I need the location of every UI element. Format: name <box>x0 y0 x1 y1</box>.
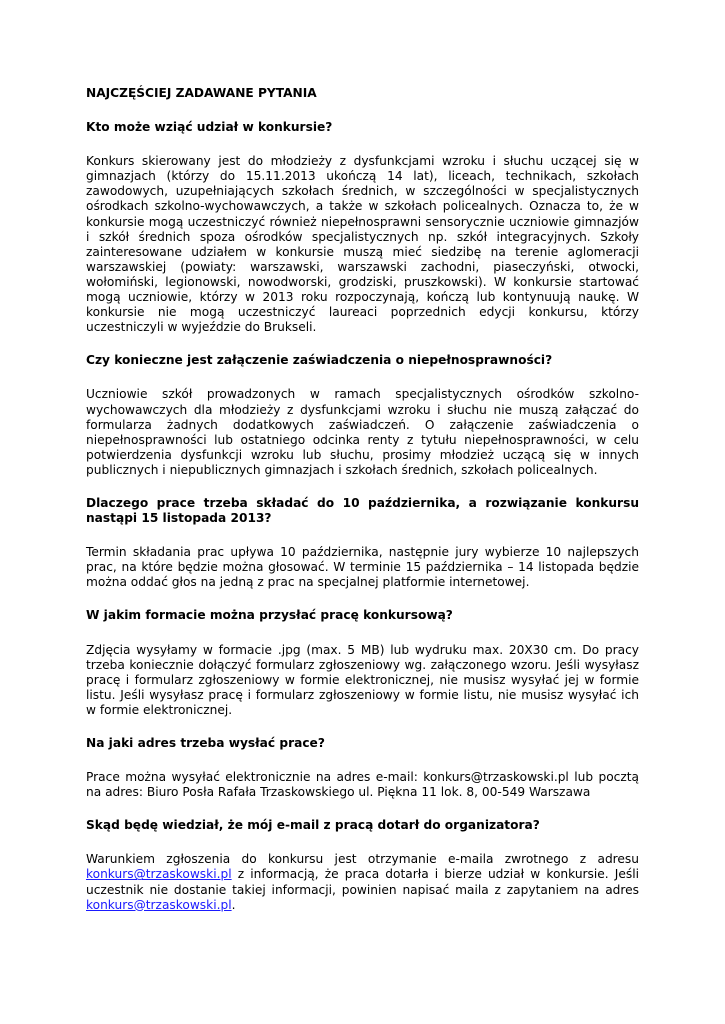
faq-question-4: W jakim formacie można przysłać pracę konkursową? <box>86 608 453 623</box>
answer-6-text-1: Warunkiem zgłoszenia do konkursu jest otrzymanie e-maila zwrotnego z adresu <box>86 852 639 867</box>
faq-question-2: Czy konieczne jest załączenie zaświadczenia o niepełnosprawności? <box>86 353 553 368</box>
faq-answer-3: Termin składania prac upływa 10 października, następnie jury wybierze 10 najlepszych prac, na które będzie można głosować. W terminie 15 października – 14 listopada będzie można oddać głos na jedną z prac na specjalnej platformie internetowej. <box>86 545 639 590</box>
faq-question-3: Dlaczego prace trzeba składać do 10 października, a rozwiązanie konkursu nastąpi 15 listopada 2013? <box>86 495 639 526</box>
document-title: NAJCZĘŚCIEJ ZADAWANE PYTANIA <box>86 86 317 100</box>
email-link[interactable]: konkurs@trzaskowski.pl <box>86 897 232 912</box>
faq-answer-1: Konkurs skierowany jest do młodzieży z dysfunkcjami wzroku i słuchu uczącej się w gimnazjach (którzy do 15.11.2013 ukończą 14 lat), liceach, technikach, szkołach zawodowych, uzupełniających szkołach średnich, w szczególności w specjalistycznych ośrodkach szkolno-wychowawczych, a także w szkołach policealnych. Oznacza to, że w konkursie mogą uczestniczyć również niepełnosprawni sensorycznie uczniowie gimnazjów i szkół średnich spoza ośrodków specjalistycznych np. szkół integracyjnych. Szkoły zainteresowane udziałem w konkursie muszą mieć siedzibę na terenie aglomeracji warszawskiej (powiaty: warszawski, warszawski zachodni, piaseczyński, otwocki, wołomiński, legionowski, nowodworski, grodziski, pruszkowski). W konkursie startować mogą uczniowie, którzy w 2013 roku rozpoczynają, kończą lub kontynuują naukę. W konkursie nie mogą uczestniczyć laureaci poprzednich edycji konkursu, którzy uczestniczyli w wyjeździe do Brukseli. <box>86 154 639 335</box>
faq-answer-6 <box>86 852 639 912</box>
answer-6-text-2: z informacją, że praca dotarła i bierze udział w konkursie. Jeśli uczestnik nie dostanie takiej informacji, powinien napisać maila z zapytaniem na adres <box>86 867 639 897</box>
faq-answer-5: Prace można wysyłać elektronicznie na adres e-mail: konkurs@trzaskowski.pl lub pocztą na adres: Biuro Posła Rafała Trzaskowskiego ul. Piękna 11 lok. 8, 00-549 Warszawa <box>86 770 639 800</box>
faq-question-6: Skąd będę wiedział, że mój e-mail z pracą dotarł do organizatora? <box>86 818 540 833</box>
faq-question-5: Na jaki adres trzeba wysłać prace? <box>86 736 325 750</box>
faq-answer-4: Zdjęcia wysyłamy w formacie .jpg (max. 5 MB) lub wydruku max. 20X30 cm. Do pracy trzeba koniecznie dołączyć formularz zgłoszeniowy wg. załączonego wzoru. Jeśli wysyłasz pracę i formularz zgłoszeniowy w formie elektronicznej, nie musisz wysyłać jej w formie listu. Jeśli wysyłasz pracę i formularz zgłoszeniowy w formie listu, nie musisz wysyłać ich w formie elektronicznej. <box>86 642 639 717</box>
answer-6-text-3: . <box>231 897 236 912</box>
faq-question-1: Kto może wziąć udział w konkursie? <box>86 120 333 135</box>
faq-document <box>86 86 639 931</box>
email-link[interactable]: konkurs@trzaskowski.pl <box>86 867 232 882</box>
faq-answer-2: Uczniowie szkół prowadzonych w ramach specjalistycznych ośrodków szkolno-wychowawczych dla młodzieży z dysfunkcjami wzroku i słuchu nie muszą załączać do formularza żadnych dodatkowych zaświadczeń. O załączenie zaświadczenia o niepełnosprawności lub ostatniego odcinka renty z tytułu niepełnosprawności, w celu potwierdzenia dysfunkcji wzroku lub słuchu, prosimy młodzież uczącą się w innych publicznych i niepublicznych gimnazjach i szkołach średnich, szkołach policealnych. <box>86 387 639 477</box>
